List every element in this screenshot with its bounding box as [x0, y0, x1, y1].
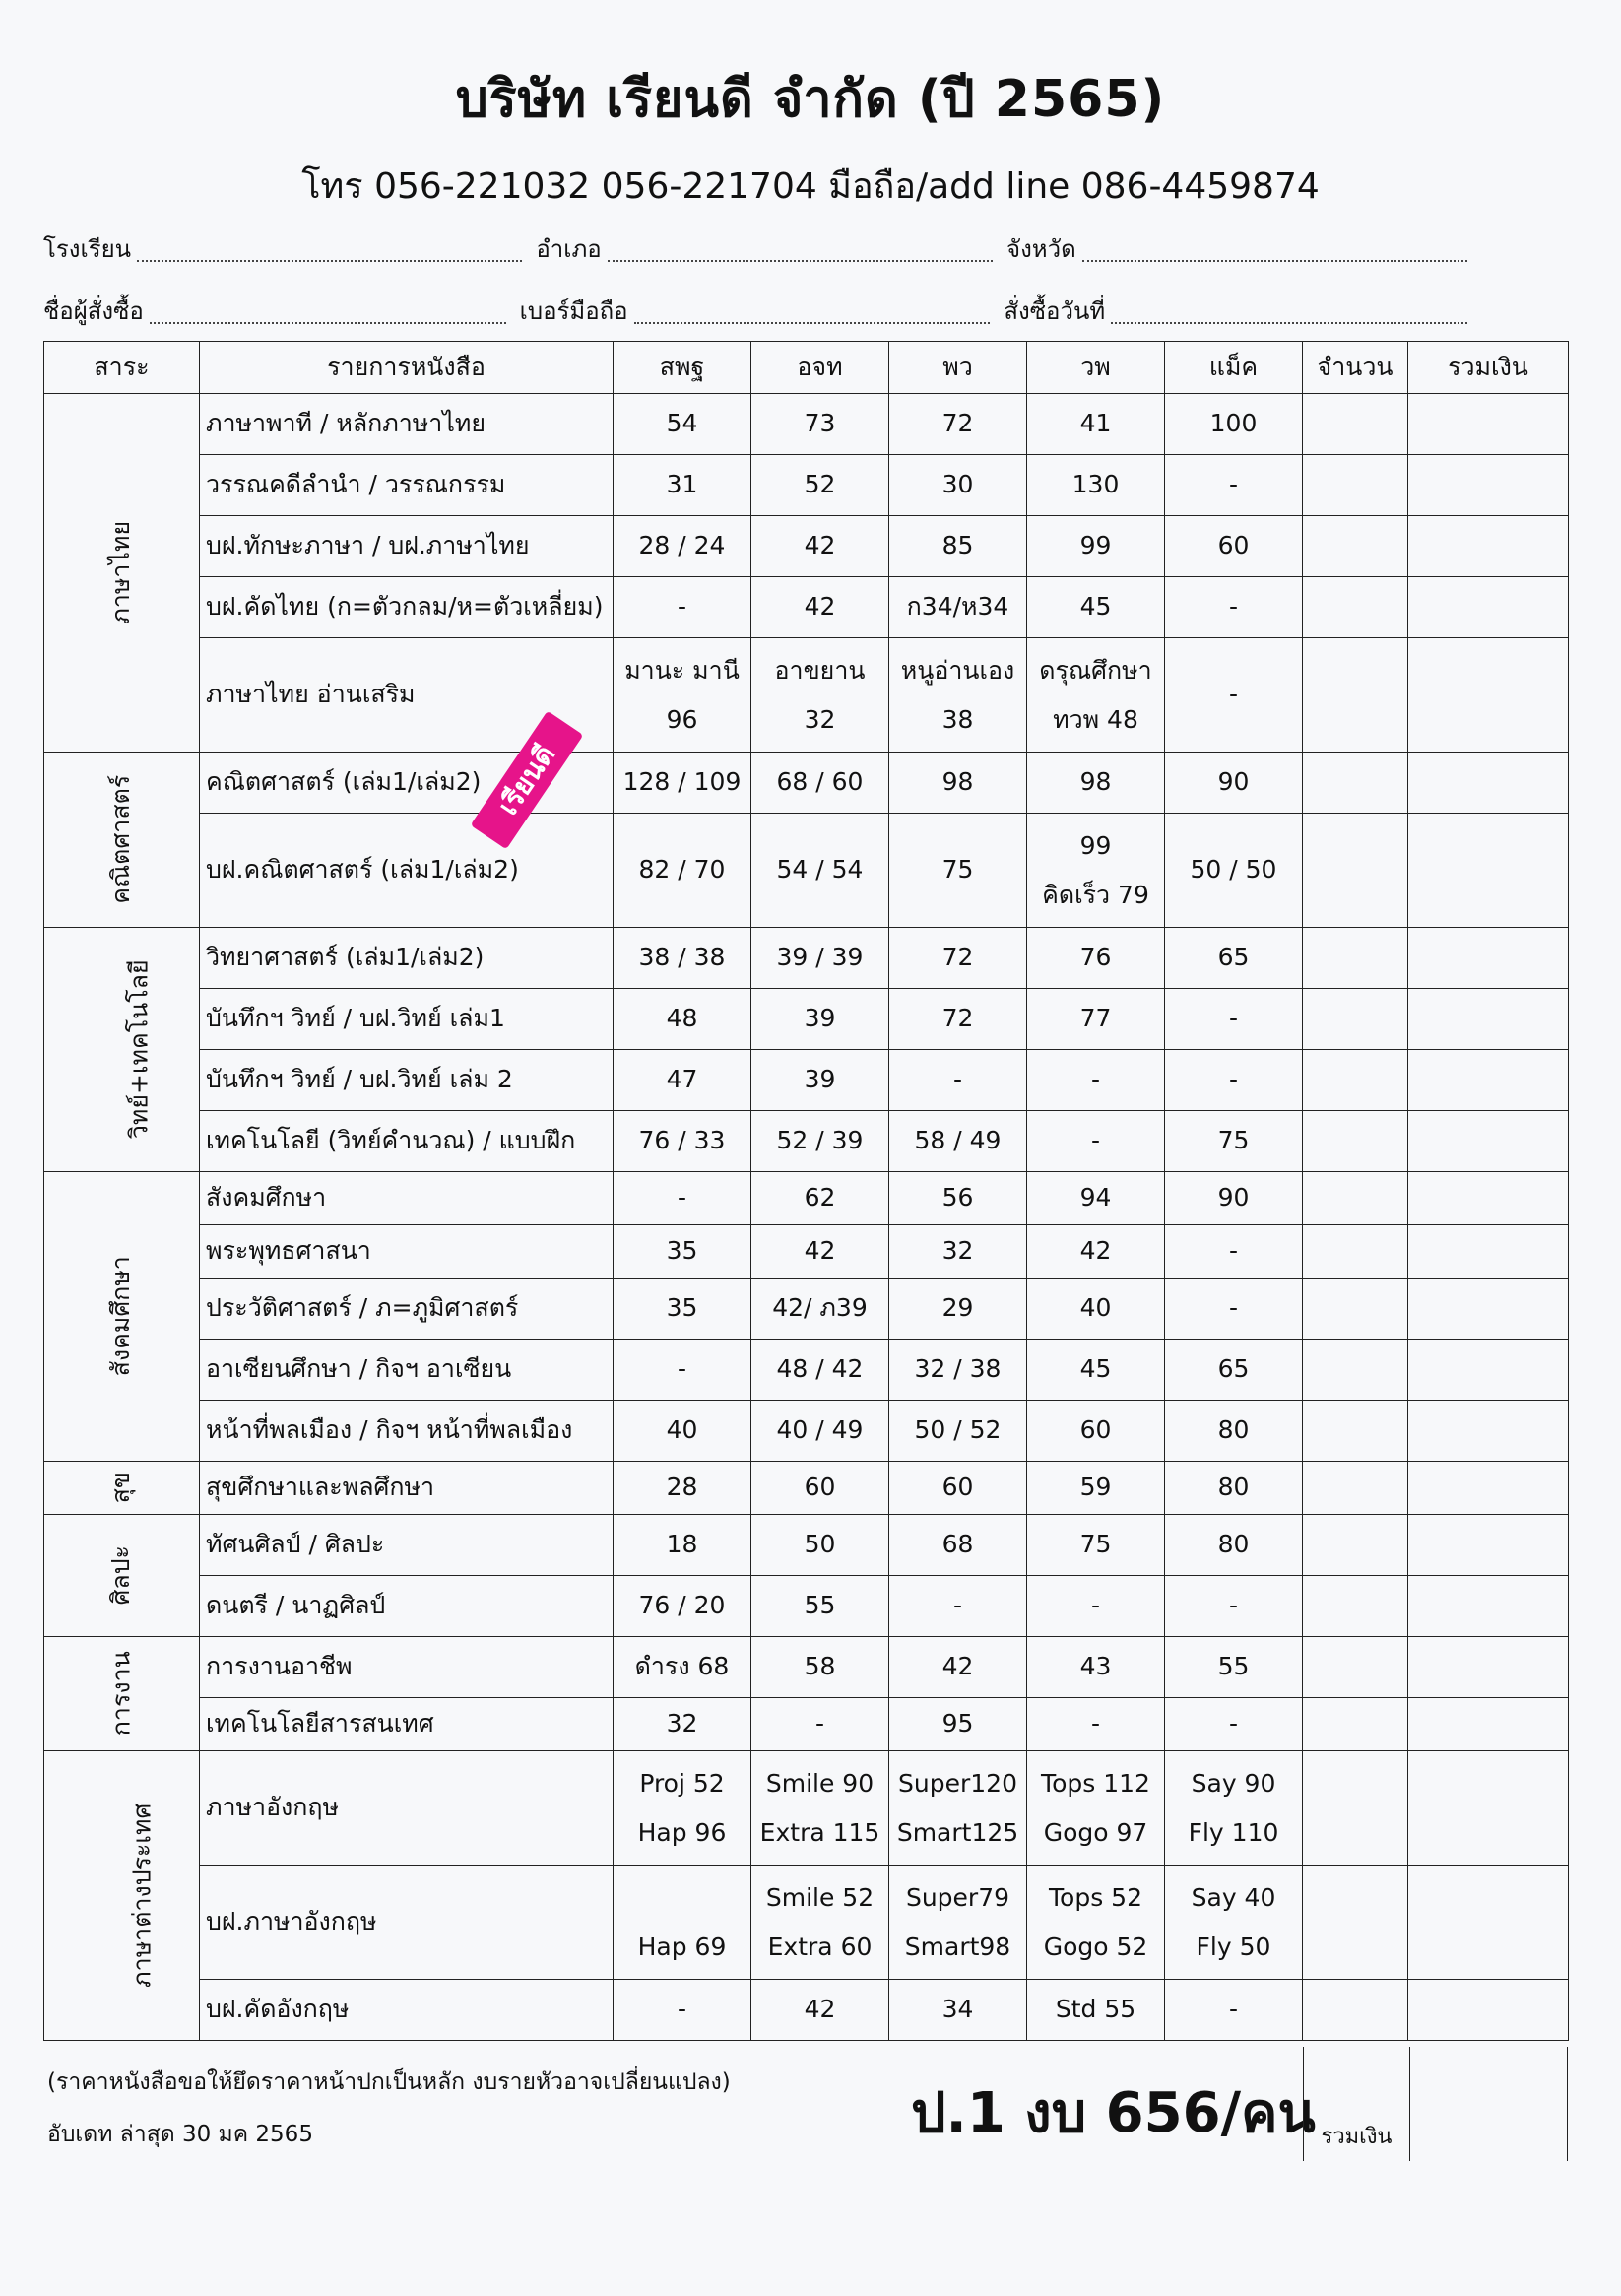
- price-cell: 31: [614, 455, 751, 516]
- table-row: [44, 928, 1569, 989]
- price-cell: 128 / 109: [614, 753, 751, 814]
- total-cell[interactable]: [1408, 638, 1569, 753]
- total-cell[interactable]: [1408, 1751, 1569, 1866]
- subject-label: วิทย์+เทคโนโลยี: [124, 959, 154, 1140]
- price-cell: [889, 1751, 1027, 1866]
- price-cell: 94: [1027, 1172, 1165, 1225]
- buyer-field[interactable]: [150, 322, 506, 324]
- quantity-cell[interactable]: [1303, 1340, 1408, 1401]
- order-form-line-2: [43, 291, 1481, 330]
- price-cell: -: [1165, 1050, 1303, 1111]
- price-cell: -: [1165, 577, 1303, 638]
- price-cell: 72: [889, 394, 1027, 455]
- price-cell: Std 55: [1027, 1980, 1165, 2041]
- quantity-cell[interactable]: [1303, 1866, 1408, 1980]
- price-cell: 58: [751, 1637, 889, 1698]
- price-cell: 50: [751, 1515, 889, 1576]
- total-cell[interactable]: [1408, 1111, 1569, 1172]
- price-cell: 45: [1027, 1340, 1165, 1401]
- price-cell: 55: [751, 1576, 889, 1637]
- price-cell: 29: [889, 1279, 1027, 1340]
- page-title: บริษัท เรียนดี จำกัด (ปี 2565): [455, 70, 1166, 129]
- price-cell: 59: [1027, 1462, 1165, 1515]
- price-cell: 76 / 20: [614, 1576, 751, 1637]
- grand-total-field[interactable]: [1410, 2047, 1568, 2161]
- price-line: Hap 69: [637, 1932, 727, 1961]
- book-name: บฝ.คัดไทย (ก=ตัวกลม/ห=ตัวเหลี่ยม): [200, 577, 614, 638]
- price-cell: 98: [1027, 753, 1165, 814]
- price-cell: 52 / 39: [751, 1111, 889, 1172]
- update-date: อับเดท ล่าสุด 30 มค 2565: [47, 2122, 313, 2147]
- book-name: ภาษาอังกฤษ: [200, 1751, 614, 1866]
- price-line: Smart125: [896, 1817, 1019, 1847]
- price-cell: 68 / 60: [751, 753, 889, 814]
- table-row: [44, 1698, 1569, 1751]
- header-total: รวมเงิน: [1408, 342, 1569, 394]
- price-line: Proj 52: [639, 1768, 725, 1798]
- price-cell: 54 / 54: [751, 814, 889, 928]
- subject-science: [44, 928, 200, 1172]
- price-cell: 41: [1027, 394, 1165, 455]
- price-cell: 98: [889, 753, 1027, 814]
- order-form-line-1: [43, 229, 1481, 268]
- header-publisher-pw: พว: [889, 342, 1027, 394]
- quantity-cell[interactable]: [1303, 753, 1408, 814]
- price-cell: 60: [1027, 1401, 1165, 1462]
- total-cell[interactable]: [1408, 577, 1569, 638]
- price-cell: -: [1027, 1050, 1165, 1111]
- subject-thai: [44, 394, 200, 753]
- price-cell: 32: [614, 1698, 751, 1751]
- quantity-cell[interactable]: [1303, 1111, 1408, 1172]
- total-cell[interactable]: [1408, 394, 1569, 455]
- price-note: (ราคาหนังสือขอให้ยึดราคาหน้าปกเป็นหลัก งบรายหัวอาจเปลี่ยนแปลง): [47, 2069, 731, 2095]
- price-line: Say 40: [1191, 1882, 1276, 1912]
- price-cell: 42: [751, 516, 889, 577]
- price-line: Say 90: [1191, 1768, 1276, 1798]
- book-name: สังคมศึกษา: [200, 1172, 614, 1225]
- table-row: [44, 753, 1569, 814]
- book-name: บันทึกฯ วิทย์ / บฝ.วิทย์ เล่ม1: [200, 989, 614, 1050]
- book-name: สุขศึกษาและพลศึกษา: [200, 1462, 614, 1515]
- price-cell: 99: [1027, 516, 1165, 577]
- quantity-cell[interactable]: [1303, 394, 1408, 455]
- price-cell: 65: [1165, 928, 1303, 989]
- contact-phone: โทร 056-221032 056-221704 มือถือ/add line 086-4459874: [301, 166, 1320, 207]
- table-row: [44, 1980, 1569, 2041]
- header-publisher-wp: วพ: [1027, 342, 1165, 394]
- quantity-cell[interactable]: [1303, 1576, 1408, 1637]
- price-cell: -: [1165, 1225, 1303, 1279]
- price-cell: 75: [1027, 1515, 1165, 1576]
- price-cell: -: [1165, 455, 1303, 516]
- price-cell: 18: [614, 1515, 751, 1576]
- total-cell[interactable]: [1408, 989, 1569, 1050]
- quantity-cell[interactable]: [1303, 577, 1408, 638]
- book-name: บฝ.คณิตศาสตร์ (เล่ม1/เล่ม2): [200, 814, 614, 928]
- price-cell: -: [1165, 989, 1303, 1050]
- province-label: จังหวัด: [1006, 235, 1076, 263]
- subject-label: ภาษาไทย: [106, 521, 136, 624]
- price-cell: [614, 1866, 751, 1980]
- price-line: Extra 60: [767, 1932, 873, 1961]
- price-cell: 80: [1165, 1462, 1303, 1515]
- book-name: อาเซียนศึกษา / กิจฯ อาเซียน: [200, 1340, 614, 1401]
- price-cell: 82 / 70: [614, 814, 751, 928]
- quantity-cell[interactable]: [1303, 1050, 1408, 1111]
- total-cell[interactable]: [1408, 1866, 1569, 1980]
- subject-art: [44, 1515, 200, 1637]
- table-row: [44, 1751, 1569, 1866]
- price-cell: 76 / 33: [614, 1111, 751, 1172]
- price-cell: [1027, 638, 1165, 753]
- subject-social: [44, 1172, 200, 1462]
- table-row: [44, 1340, 1569, 1401]
- price-cell: 80: [1165, 1401, 1303, 1462]
- table-header-row: [44, 342, 1569, 394]
- subject-math: [44, 753, 200, 928]
- price-cell: 42: [751, 577, 889, 638]
- price-line: Extra 115: [759, 1817, 880, 1847]
- company-stamp: เรียนดี: [471, 711, 584, 850]
- price-line-blank: [619, 1873, 745, 1923]
- price-cell: 72: [889, 928, 1027, 989]
- price-cell: 60: [889, 1462, 1027, 1515]
- quantity-cell[interactable]: [1303, 455, 1408, 516]
- book-name: ภาษาพาที / หลักภาษาไทย: [200, 394, 614, 455]
- price-cell: 68: [889, 1515, 1027, 1576]
- quantity-cell[interactable]: [1303, 1637, 1408, 1698]
- price-cell: -: [1165, 1980, 1303, 2041]
- price-cell: 35: [614, 1225, 751, 1279]
- table-row: [44, 1576, 1569, 1637]
- price-line: Super79: [905, 1882, 1010, 1912]
- table-row: [44, 1637, 1569, 1698]
- book-name: คณิตศาสตร์ (เล่ม1/เล่ม2): [200, 753, 614, 814]
- price-cell: 42/ ภ39: [751, 1279, 889, 1340]
- table-row: [44, 1172, 1569, 1225]
- price-cell: [1027, 1866, 1165, 1980]
- total-cell[interactable]: [1408, 814, 1569, 928]
- price-cell: 55: [1165, 1637, 1303, 1698]
- price-cell: -: [1027, 1698, 1165, 1751]
- price-cell: 50 / 50: [1165, 814, 1303, 928]
- price-cell: -: [889, 1050, 1027, 1111]
- price-cell: 40: [614, 1401, 751, 1462]
- grand-total-box: [1303, 2047, 1568, 2161]
- price-cell: [1165, 1866, 1303, 1980]
- price-cell: 56: [889, 1172, 1027, 1225]
- price-cell: -: [1165, 1279, 1303, 1340]
- table-row: [44, 638, 1569, 753]
- price-cell: 42: [751, 1980, 889, 2041]
- price-cell: [751, 1866, 889, 1980]
- price-cell: [1027, 1751, 1165, 1866]
- price-cell: -: [1027, 1111, 1165, 1172]
- total-cell[interactable]: [1408, 1980, 1569, 2041]
- table-row: [44, 1050, 1569, 1111]
- price-line: Tops 112: [1041, 1768, 1150, 1798]
- book-name: บฝ.ทักษะภาษา / บฝ.ภาษาไทย: [200, 516, 614, 577]
- price-cell: -: [1027, 1576, 1165, 1637]
- price-cell: -: [889, 1576, 1027, 1637]
- book-order-table: [43, 341, 1569, 2041]
- price-cell: 35: [614, 1279, 751, 1340]
- quantity-cell[interactable]: [1303, 1225, 1408, 1279]
- subject-label: การงาน: [106, 1651, 136, 1737]
- quantity-cell[interactable]: [1303, 1401, 1408, 1462]
- price-line: 38: [941, 704, 974, 734]
- price-cell: 28 / 24: [614, 516, 751, 577]
- district-label: อำเภอ: [536, 235, 602, 263]
- total-cell[interactable]: [1408, 455, 1569, 516]
- price-cell: [889, 638, 1027, 753]
- price-cell: [889, 1866, 1027, 1980]
- total-cell[interactable]: [1408, 1462, 1569, 1515]
- price-cell: 39: [751, 989, 889, 1050]
- price-cell: 47: [614, 1050, 751, 1111]
- book-name: เทคโนโลยีสารสนเทศ: [200, 1698, 614, 1751]
- price-line: Super120: [898, 1768, 1017, 1798]
- price-cell: 62: [751, 1172, 889, 1225]
- table-row: [44, 989, 1569, 1050]
- price-cell: 50 / 52: [889, 1401, 1027, 1462]
- price-cell: 39: [751, 1050, 889, 1111]
- subject-health: [44, 1462, 200, 1515]
- table-row: [44, 394, 1569, 455]
- book-name: การงานอาชีพ: [200, 1637, 614, 1698]
- book-name: วรรณคดีลำนำ / วรรณกรรม: [200, 455, 614, 516]
- total-cell[interactable]: [1408, 1279, 1569, 1340]
- total-cell[interactable]: [1408, 1172, 1569, 1225]
- mobile-label: เบอร์มือถือ: [519, 297, 628, 325]
- header-subject: สาระ: [44, 342, 200, 394]
- price-cell: ก34/ห34: [889, 577, 1027, 638]
- subject-label: สุข: [106, 1472, 136, 1504]
- price-cell: 75: [889, 814, 1027, 928]
- book-name: บฝ.ภาษาอังกฤษ: [200, 1866, 614, 1980]
- subject-label: ศิลปะ: [106, 1545, 136, 1606]
- total-cell[interactable]: [1408, 516, 1569, 577]
- quantity-cell[interactable]: [1303, 928, 1408, 989]
- price-line: 96: [666, 704, 698, 734]
- total-cell[interactable]: [1408, 1340, 1569, 1401]
- school-label: โรงเรียน: [43, 235, 132, 263]
- quantity-cell[interactable]: [1303, 1515, 1408, 1576]
- price-cell: 95: [889, 1698, 1027, 1751]
- price-cell: 38 / 38: [614, 928, 751, 989]
- price-cell: [1027, 814, 1165, 928]
- total-cell[interactable]: [1408, 1050, 1569, 1111]
- price-cell: [614, 638, 751, 753]
- price-cell: 77: [1027, 989, 1165, 1050]
- price-cell: 54: [614, 394, 751, 455]
- quantity-cell[interactable]: [1303, 516, 1408, 577]
- price-line: 99: [1079, 830, 1112, 860]
- price-cell: ดำรง 68: [614, 1637, 751, 1698]
- subject-foreign: [44, 1751, 200, 2041]
- price-cell: -: [1165, 1576, 1303, 1637]
- book-name: ประวัติศาสตร์ / ภ=ภูมิศาสตร์: [200, 1279, 614, 1340]
- price-cell: 32: [889, 1225, 1027, 1279]
- price-cell: 75: [1165, 1111, 1303, 1172]
- price-cell: 40: [1027, 1279, 1165, 1340]
- price-line: Hap 96: [637, 1817, 727, 1847]
- price-line: Fly 50: [1196, 1932, 1271, 1961]
- book-name: หน้าที่พลเมือง / กิจฯ หน้าที่พลเมือง: [200, 1401, 614, 1462]
- price-cell: [751, 638, 889, 753]
- price-cell: [614, 1751, 751, 1866]
- total-cell[interactable]: [1408, 1576, 1569, 1637]
- price-line: Gogo 52: [1043, 1932, 1148, 1961]
- price-cell: -: [614, 577, 751, 638]
- total-cell[interactable]: [1408, 753, 1569, 814]
- quantity-cell[interactable]: [1303, 1698, 1408, 1751]
- subject-label: คณิตศาสตร์: [106, 775, 136, 904]
- quantity-cell[interactable]: [1303, 814, 1408, 928]
- book-name: พระพุทธศาสนา: [200, 1225, 614, 1279]
- province-field[interactable]: [1082, 260, 1467, 262]
- price-cell: 48 / 42: [751, 1340, 889, 1401]
- header-publisher-aksorn: อจท: [751, 342, 889, 394]
- header-quantity: จำนวน: [1303, 342, 1408, 394]
- price-line: Smile 52: [765, 1882, 875, 1912]
- total-cell[interactable]: [1408, 1515, 1569, 1576]
- price-line: Gogo 97: [1043, 1817, 1148, 1847]
- price-cell: 40 / 49: [751, 1401, 889, 1462]
- price-cell: 48: [614, 989, 751, 1050]
- price-cell: -: [614, 1172, 751, 1225]
- price-cell: 52: [751, 455, 889, 516]
- price-cell: 28: [614, 1462, 751, 1515]
- price-cell: 34: [889, 1980, 1027, 2041]
- price-cell: 80: [1165, 1515, 1303, 1576]
- price-cell: 90: [1165, 753, 1303, 814]
- price-cell: 39 / 39: [751, 928, 889, 989]
- quantity-cell[interactable]: [1303, 1279, 1408, 1340]
- table-row: [44, 1279, 1569, 1340]
- price-cell: -: [751, 1698, 889, 1751]
- price-cell: 76: [1027, 928, 1165, 989]
- grand-total-label: รวมเงิน: [1303, 2047, 1410, 2161]
- price-cell: 60: [751, 1462, 889, 1515]
- table-row: [44, 1515, 1569, 1576]
- book-name: ภาษาไทย อ่านเสริม: [200, 638, 614, 753]
- total-cell[interactable]: [1408, 1698, 1569, 1751]
- price-cell: 42: [751, 1225, 889, 1279]
- subject-label: สังคมศึกษา: [106, 1256, 136, 1377]
- price-line: ดรุณศึกษา: [1039, 655, 1152, 685]
- quantity-cell[interactable]: [1303, 638, 1408, 753]
- book-name: เทคโนโลยี (วิทย์คำนวณ) / แบบฝึก: [200, 1111, 614, 1172]
- book-name: วิทยาศาสตร์ (เล่ม1/เล่ม2): [200, 928, 614, 989]
- header-book: รายการหนังสือ: [200, 342, 614, 394]
- price-cell: 30: [889, 455, 1027, 516]
- header-publisher-obec: สพฐ: [614, 342, 751, 394]
- quantity-cell[interactable]: [1303, 989, 1408, 1050]
- price-line: มานะ มานี: [624, 655, 740, 685]
- book-name: บฝ.คัดอังกฤษ: [200, 1980, 614, 2041]
- price-cell: -: [614, 1980, 751, 2041]
- price-cell: 45: [1027, 577, 1165, 638]
- price-line: อาขยาน: [774, 655, 866, 685]
- table-row: [44, 1866, 1569, 1980]
- price-cell: 32 / 38: [889, 1340, 1027, 1401]
- price-cell: 90: [1165, 1172, 1303, 1225]
- price-line: หนูอ่านเอง: [900, 655, 1015, 685]
- price-cell: -: [1165, 638, 1303, 753]
- subject-work: [44, 1637, 200, 1751]
- district-field[interactable]: [608, 260, 993, 262]
- price-cell: 130: [1027, 455, 1165, 516]
- table-row: [44, 1111, 1569, 1172]
- price-line: Smile 90: [765, 1768, 875, 1798]
- table-row: [44, 455, 1569, 516]
- price-cell: [1165, 1751, 1303, 1866]
- quantity-cell[interactable]: [1303, 1980, 1408, 2041]
- order-date-field[interactable]: [1111, 322, 1467, 324]
- subject-label: ภาษาต่างประเทศ: [127, 1803, 157, 1989]
- table-row: [44, 1462, 1569, 1515]
- table-row: [44, 516, 1569, 577]
- price-cell: 72: [889, 989, 1027, 1050]
- price-cell: 100: [1165, 394, 1303, 455]
- price-cell: 43: [1027, 1637, 1165, 1698]
- price-cell: [751, 1751, 889, 1866]
- total-cell[interactable]: [1408, 928, 1569, 989]
- quantity-cell[interactable]: [1303, 1751, 1408, 1866]
- order-date-label: สั่งซื้อวันที่: [1004, 297, 1106, 325]
- total-cell[interactable]: [1408, 1225, 1569, 1279]
- price-line: Tops 52: [1049, 1882, 1142, 1912]
- book-name: ทัศนศิลป์ / ศิลปะ: [200, 1515, 614, 1576]
- table-row: [44, 577, 1569, 638]
- quantity-cell[interactable]: [1303, 1172, 1408, 1225]
- price-cell: 42: [889, 1637, 1027, 1698]
- budget-per-student: ป.1 งบ 656/คน: [911, 2081, 1316, 2145]
- quantity-cell[interactable]: [1303, 1462, 1408, 1515]
- price-cell: 65: [1165, 1340, 1303, 1401]
- price-line: คิดเร็ว 79: [1042, 880, 1149, 909]
- price-cell: 60: [1165, 516, 1303, 577]
- price-line: ทวพ 48: [1053, 704, 1138, 734]
- book-name: ดนตรี / นาฏศิลป์: [200, 1576, 614, 1637]
- table-row: [44, 814, 1569, 928]
- price-cell: 58 / 49: [889, 1111, 1027, 1172]
- mobile-field[interactable]: [634, 322, 991, 324]
- price-line: Fly 110: [1188, 1817, 1279, 1847]
- school-field[interactable]: [137, 260, 522, 262]
- price-cell: 85: [889, 516, 1027, 577]
- table-row: [44, 1401, 1569, 1462]
- table-row: [44, 1225, 1569, 1279]
- price-line: 32: [804, 704, 836, 734]
- book-name: บันทึกฯ วิทย์ / บฝ.วิทย์ เล่ม 2: [200, 1050, 614, 1111]
- price-cell: 73: [751, 394, 889, 455]
- total-cell[interactable]: [1408, 1637, 1569, 1698]
- buyer-label: ชื่อผู้สั่งซื้อ: [43, 297, 144, 325]
- price-line: Smart98: [904, 1932, 1011, 1961]
- header-publisher-mac: แม็ค: [1165, 342, 1303, 394]
- price-cell: -: [1165, 1698, 1303, 1751]
- price-cell: -: [614, 1340, 751, 1401]
- price-cell: 42: [1027, 1225, 1165, 1279]
- total-cell[interactable]: [1408, 1401, 1569, 1462]
